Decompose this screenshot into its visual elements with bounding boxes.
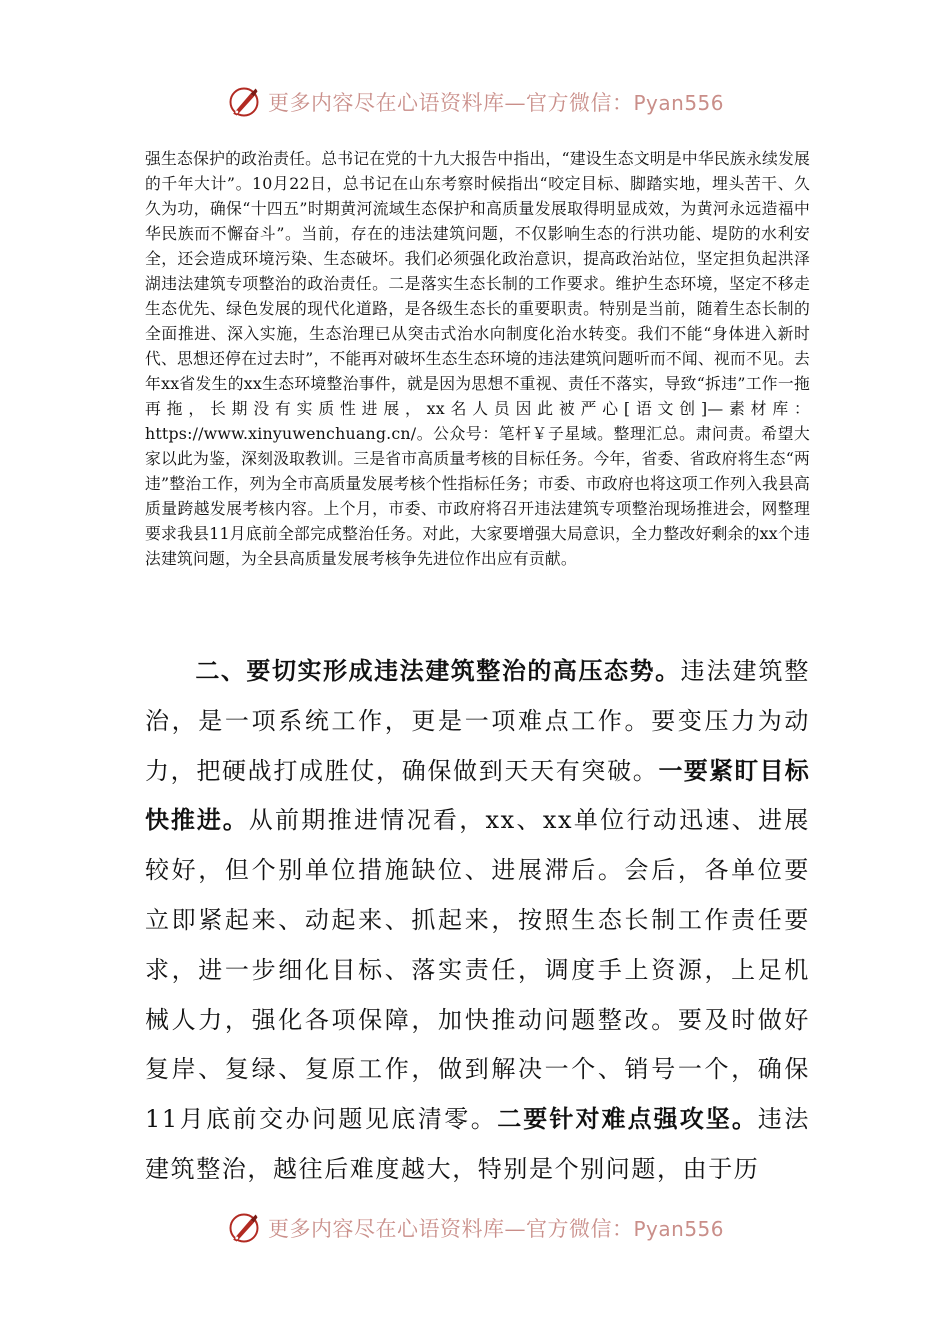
banner-text: 更多内容尽在心语资料库—官方微信：Pyan556	[267, 91, 724, 115]
bold-point-2: 二要针对难点强攻坚。	[497, 1105, 758, 1134]
body-paragraph-small: 强生态保护的政治责任。总书记在党的十九大报告中指出，“建设生态文明是中华民族永续发展的千年大计”。10月22日，总书记在山东考察时候指出“咬定目标、脚踏实地，埋头苦干、久久为功，确保“十四五”时期黄河流域生态保护和高质量发展取得明显成效，为黄河永远造福中华民族而不懈奋斗”。当前，存在的违法建筑问题，不仅影响生态的行洪功能、堤防的水利安全，还会造成环境污染、生态破坏。我们必须强化政治意识，提高政治站位，坚定担负起洪泽湖违法建筑专项整治的政治责任。二是落实生态长制的工作要求。维护生态环境，坚定不移走生态优先、绿色发展的现代化道路，是各级生态长的重要职责。特别是当前，随着生态长制的全面推进、深入实施，生态治理已从突击式治水向制度化治水转变。我们不能“身体进入新时代、思想还停在过去时”，不能再对破坏生态生态环境的违法建筑问题听而不闻、视而不见。去年xx省发生的xx生态环境整治事件，就是因为思想不重视、责任不落实，导致“拆违”工作一拖再拖，长期没有实质性进展，xx名人员因此被严心[语文创]—素材库：https://www.xinyuwenchuang.cn/。公众号：笔杆￥子星域。整理汇总。肃问责。希望大家以此为鉴，深刻汲取教训。三是省市高质量考核的目标任务。今年，省委、省政府将生态“两违”整治工作，列为全市高质量发展考核个性指标任务；市委、市政府也将这项工作列入我县高质量跨越发展考核内容。上个月，市委、市政府将召开违法建筑专项整治现场推进会，网整理要求我县11月底前全部完成整治任务。对此，大家要增强大局意识，全力整改好剩余的xx个违法建筑问题，为全县高质量发展考核争先进位作出应有贡献。	[145, 149, 810, 568]
body-paragraph-large	[145, 647, 810, 1195]
banner-text: 更多内容尽在心语资料库—官方微信：Pyan556	[267, 1217, 724, 1241]
banner-account: Pyan556	[633, 1217, 724, 1241]
section-heading: 二、要切实形成违法建筑整治的高压态势。	[195, 657, 681, 685]
pen-nib-logo-icon	[226, 84, 262, 120]
footer-banner	[0, 1208, 950, 1248]
body-text-1: 违法建筑整治，是一项系统工作，更是一项难点工作。要变压力为动力，把硬战打成胜仗，确保做到天天有突破。	[145, 657, 810, 785]
body-text-2: 从前期推进情况看，xx、xx单位行动迅速、进展较好，但个别单位措施缺位、进展滞后。会后，各单位要立即紧起来、动起来、抓起来，按照生态长制工作责任要求，进一步细化目标、落实责任，调度手上资源，上足机械人力，强化各项保障，加快推动问题整改。要及时做好复岸、复绿、复原工作，做到解决一个、销号一个，确保11月底前交办问题见底清零。	[145, 806, 810, 1134]
pen-nib-logo-icon	[226, 1210, 262, 1246]
banner-account: Pyan556	[633, 91, 724, 115]
body-text-3: 违法建筑整治，越往后难度越大，特别是个别问题，由于历	[145, 1105, 810, 1183]
bold-point-1: 一要紧盯目标快推进。	[145, 756, 810, 835]
header-banner	[0, 82, 950, 122]
